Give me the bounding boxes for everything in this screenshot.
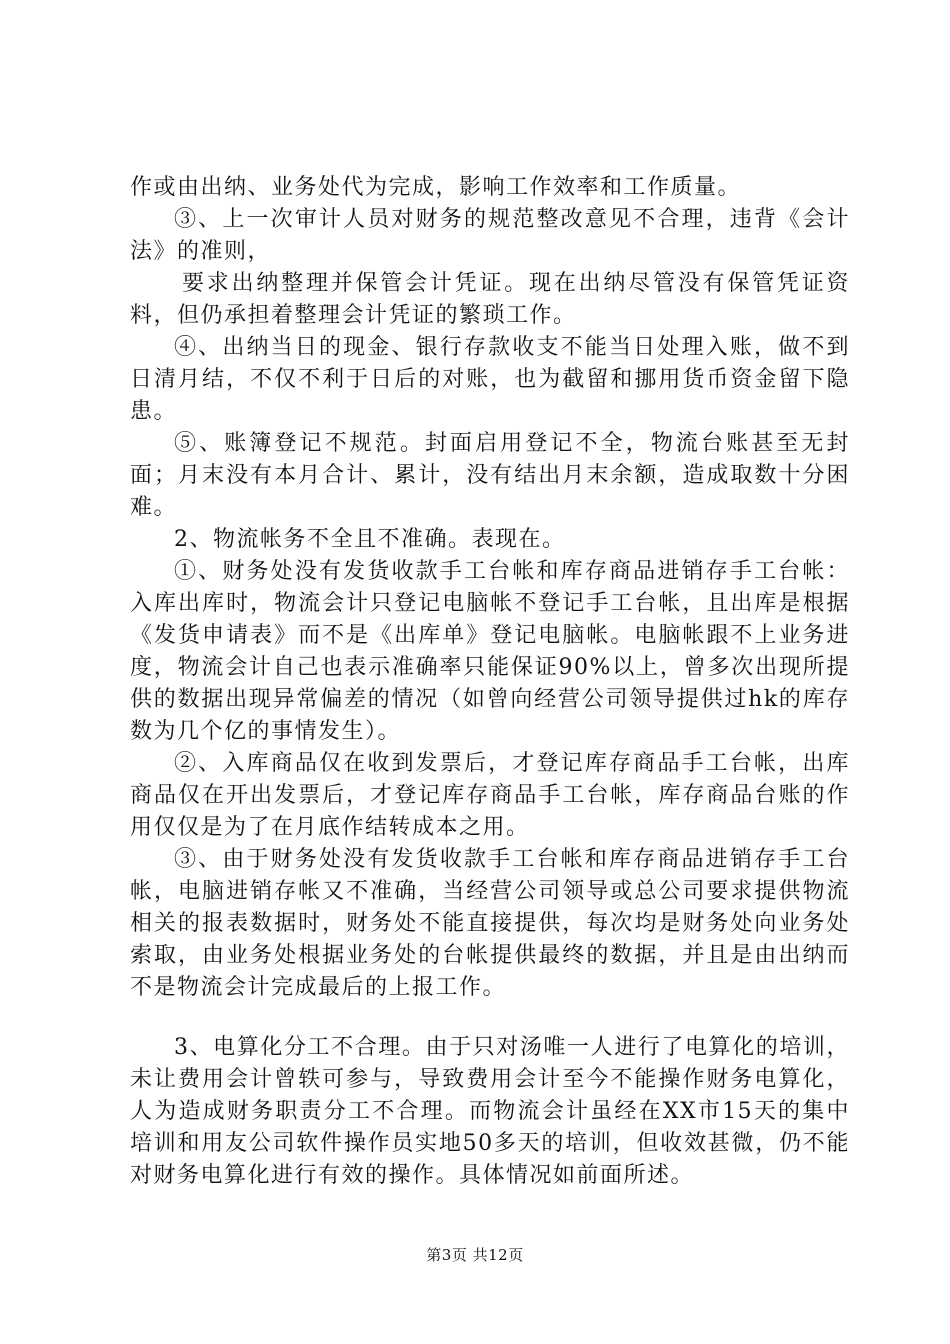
paragraph-item-3-audit: ③、上一次审计人员对财务的规范整改意见不合理，违背《会计法》的准则， [130,207,850,264]
page-number-footer: 第3页 共12页 [426,1246,524,1264]
paragraph-item-2-inventory: ②、入库商品仅在收到发票后，才登记库存商品手工台帐，出库商品仅在开出发票后，才登记库存商品手工台帐，库存商品台账的作用仅仅是为了在月底作结转成本之用。 [130,751,850,840]
paragraph-section-3-computerization: 3、电算化分工不合理。由于只对汤唯一人进行了电算化的培训，未让费用会计曾轶可参与，导致费用会计至今不能操作财务电算化，人为造成财务职责分工不合理。而物流会计虽经在XX市15天的集中培训和用友公司软件操作员实地50多天的培训，但收效甚微，仍不能对财务电算化进行有效的操作。具体情况如前面所述。 [130,1035,850,1188]
paragraph-voucher-requirement: 要求出纳整理并保管会计凭证。现在出纳尽管没有保管凭证资料，但仍承担着整理会计凭证的繁琐工作。 [130,271,850,328]
paragraph-item-1-logistics: ①、财务处没有发货收款手工台帐和库存商品进销存手工台帐：入库出库时，物流会计只登记电脑帐不登记手工台帐，且出库是根据《发货申请表》而不是《出库单》登记电脑帐。电脑帐跟不上业务进度，物流会计自己也表示准确率只能保证90%以上，曾多次出现所提供的数据出现异常偏差的情况（如曾向经营公司领导提供过hk的库存数为几个亿的事情发生）。 [130,559,850,744]
paragraph-continuation: 作或由出纳、业务处代为完成，影响工作效率和工作质量。 [130,175,742,200]
paragraph-item-5-ledger: ⑤、账簿登记不规范。封面启用登记不全，物流台账甚至无封面；月末没有本月合计、累计，没有结出月末余额，造成取数十分困难。 [130,431,850,520]
paragraph-item-4-cash: ④、出纳当日的现金、银行存款收支不能当日处理入账，做不到日清月结，不仅不利于日后的对账，也为截留和挪用货币资金留下隐患。 [130,335,850,424]
paragraph-item-3-reporting: ③、由于财务处没有发货收款手工台帐和库存商品进销存手工台帐，电脑进销存帐又不准确，当经营公司领导或总公司要求提供物流相关的报表数据时，财务处不能直接提供，每次均是财务处向业务处索取，由业务处根据业务处的台帐提供最终的数据，并且是由出纳而不是物流会计完成最后的上报工作。 [130,847,850,1000]
document-body [130,172,850,1192]
paragraph-section-2-heading: 2、物流帐务不全且不准确。表现在。 [174,527,566,552]
